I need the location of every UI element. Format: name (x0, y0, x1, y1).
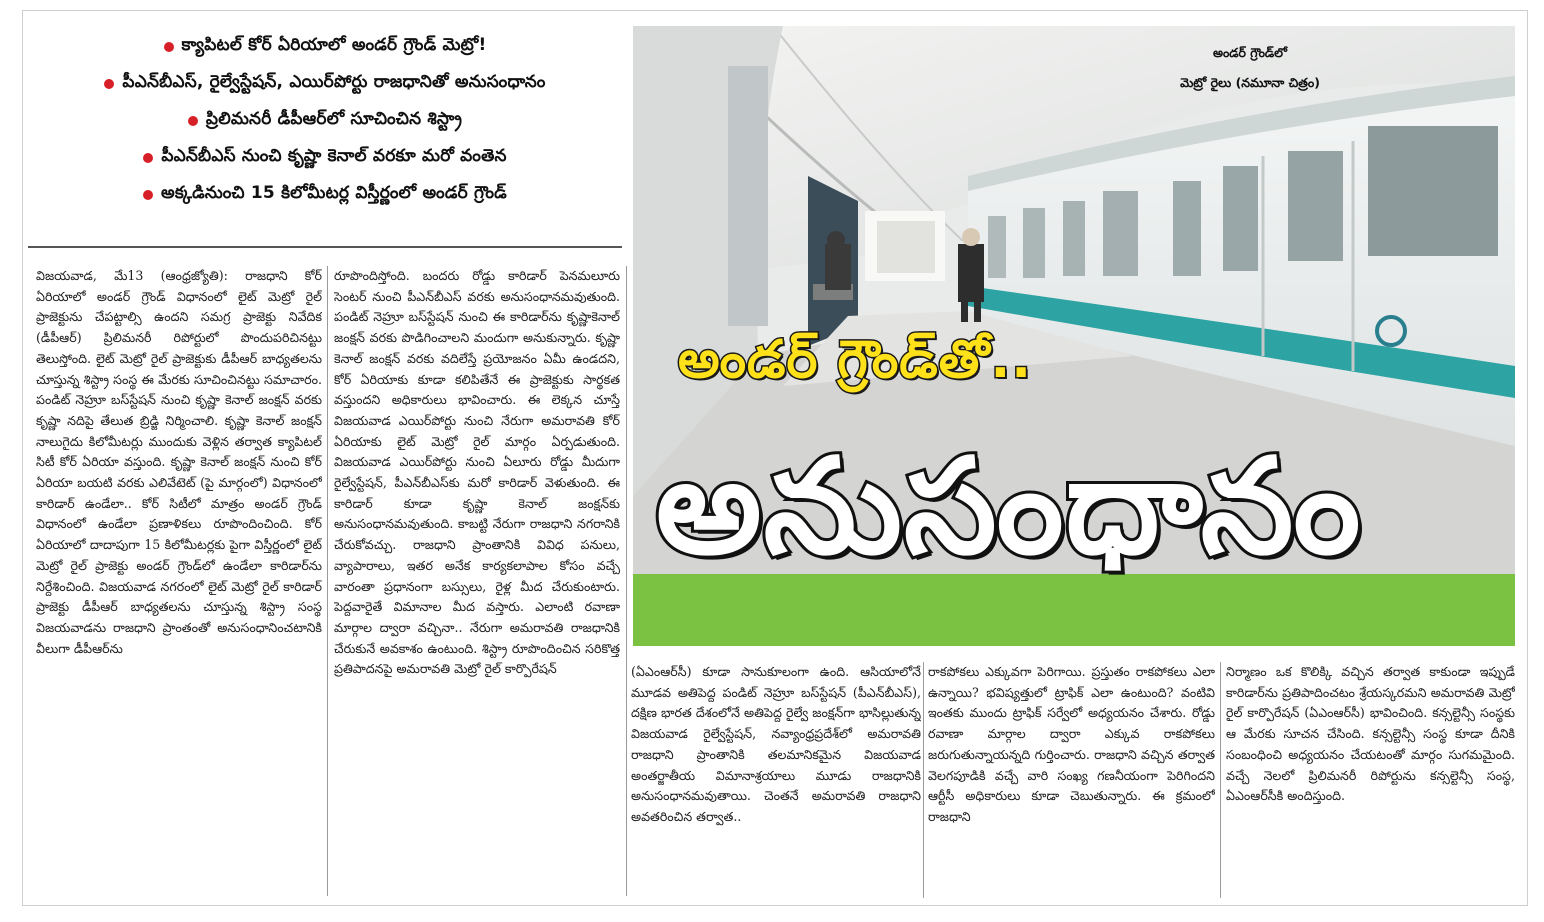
article-column: నిర్మాణం ఒక కొలిక్కి వచ్చిన తర్వాత కాకుండా ఇప్పుడే కారిడార్‌ను ప్రతిపాదించటం శ్రేయస్కరమని అమరావతి మెట్రో రైల్ కార్పొరేషన్ (ఏఎంఆర్‌సీ) భావించింది. కన్సల్టెన్సీ సంస్థకు ఆ మేరకు సూచన చేసింది. కన్సల్టెన్సీ సంస్థ కూడా దీనికి సంబంధించి అధ్యయనం చేయటంతో మార్గం సుగమమైంది. వచ్చే నెలలో ప్రిలిమనరీ రిపోర్టును కన్సల్టెన్సీ సంస్థ, ఏఎంఆర్‌సీకి అందిస్తుంది. (1226, 664, 1515, 804)
photo-caption (1150, 38, 1350, 98)
bullet-item (28, 176, 622, 213)
bullet-item (28, 28, 622, 65)
bullet-item (28, 65, 622, 102)
column-divider (923, 662, 924, 898)
article-column: విజయవాడ, మే13 (ఆంధ్రజ్యోతి): రాజధాని కోర్ ఏరియాలో అండర్ గ్రౌండ్ విధానంలో లైట్ మెట్రో రైల్ ప్రాజెక్టును చేపట్టాల్సి ఉందని సమగ్ర ప్రాజెక్టు నివేదిక (డీపీఆర్) ప్రిలిమనరీ రిపోర్టులో పొందుపరిచినట్టు తెలుస్తోంది. లైట్ మెట్రో రైల్ ప్రాజెక్టుకు డీపీఆర్ బాధ్యతలను చూస్తున్న శిస్ట్రా సంస్థ ఈ మేరకు సూచించినట్టు సమాచారం. పండిట్ నెహ్రూ బస్‌స్టేషన్ నుంచి కృష్ణా కెనాల్ జంక్షన్ వరకు కృష్ణా నదిపై తేలుత బ్రిడ్జి నిర్మించాలి. కృష్ణా కెనాల్ జంక్షన్ నాలుగైదు కిలోమీటర్లు ముందుకు వెళ్లిన తర్వాత క్యాపిటల్ సిటీ కోర్ ఏరియా వస్తుంది. కృష్ణా కెనాల్ జంక్షన్ నుంచి కోర్ ఏరియా బయటి వరకు ఎలివేటెట్ (పై మార్గంలో) విధానంలో కారిడార్ ఉండేలా.. కోర్ సిటీలో మాత్రం అండర్ గ్రౌండ్ విధానంలో ఉండేలా ప్రణాళికలు రూపొందించింది. కోర్ ఏరియాలో దాదాపుగా 15 కిలోమీటర్లకు పైగా విస్తీర్ణంలో లైట్ మెట్రో రైల్ ప్రాజెక్టు అండర్ గ్రౌండ్‌లో ఉండేలా కారిడార్‌ను నిర్దేశించింది. విజయవాడ నగరంలో లైట్ మెట్రో రైల్ కారిడార్ ప్రాజెక్టు డీపీఆర్ బాధ్యతలను చూస్తున్న శిస్ట్రా సంస్థ విజయవాడను రాజధాని ప్రాంతంతో అనుసంధానించటానికి వీలుగా డీపీఆర్‌ను (36, 268, 322, 656)
bullet-dot-icon (164, 42, 174, 52)
bullet-text: క్యాపిటల్ కోర్ ఏరియాలో అండర్ గ్రౌండ్ మెట్రో! (181, 34, 487, 55)
article-column: (ఏఎంఆర్‌సీ) కూడా సానుకూలంగా ఉంది. ఆసియాలోనే మూడవ అతిపెద్ద పండిట్ నెహ్రూ బస్‌స్టేషన్ (పీఎన్‌బీఎస్), దక్షిణ భారత దేశంలోనే అతిపెద్ద రైల్వే జంక్షన్‌గా భాసిల్లుతున్న విజయవాడ రైల్వేస్టేషన్, నవ్యాంధ్రప్రదేశ్‌లో అమరావతి రాజధాని ప్రాంతానికి తలమానికమైన విజయవాడ అంతర్జాతీయ విమానాశ్రయాలు మూడు రాజధానికి అనుసంధానమవుతాయి. చెంతనే అమరావతి రాజధాని అవతరించిన తర్వాత.. (631, 664, 921, 824)
caption-line: మెట్రో రైలు (నమూనా చిత్రం) (1180, 75, 1320, 90)
article-column: రాకపోకలు ఎక్కువగా పెరిగాయి. ప్రస్తుతం రాకపోకలు ఎలా ఉన్నాయి? భవిష్యత్తులో ట్రాఫిక్ ఎలా ఉంటుంది? వంటివి ఇంతకు ముందు ట్రాఫిక్ సర్వేలో అధ్యయనం చేశారు. రోడ్డు రవాణా మార్గాల ద్వారా ఎక్కువ రాకపోకలు జరుగుతున్నాయన్నది గుర్తించారు. రాజధాని వచ్చిన తర్వాత వెలగపూడికి వచ్చే వారి సంఖ్య గణనీయంగా పెరిగిందని ఆర్టీసీ అధికారులు కూడా చెబుతున్నారు. ఈ క్రమంలో రాజధాని (928, 664, 1215, 824)
bullet-dot-icon (143, 153, 153, 163)
caption-line: అండర్ గ్రౌండ్‌లో (1212, 45, 1288, 60)
headline-large: అనుసంధానం (656, 430, 1363, 584)
bullet-text: అక్కడినుంచి 15 కిలోమీటర్ల విస్తీర్ణంలో అండర్ గ్రౌండ్ (161, 182, 507, 203)
bullet-item (28, 139, 622, 176)
bullet-dot-icon (143, 190, 153, 200)
column-divider (1220, 662, 1221, 898)
headline-small: అండర్ గ్రౌండ్‌తో.. (678, 330, 1033, 390)
bullet-text: పీఎన్‌బీఎస్, రైల్వేస్టేషన్, ఎయిర్‌పోర్టు రాజధానితో అనుసంధానం (122, 71, 546, 92)
column-divider (626, 266, 627, 896)
bullet-dot-icon (188, 116, 198, 126)
bullet-item (28, 102, 622, 139)
bullet-dot-icon (104, 79, 114, 89)
column-divider (327, 266, 328, 896)
headline-bullets (28, 28, 622, 213)
section-divider (28, 246, 622, 248)
bullet-text: ప్రిలిమనరీ డీపీఆర్‌లో సూచించిన శిస్ట్రా (205, 108, 463, 129)
article-column: రూపొందిస్తోంది. బందరు రోడ్డు కారిడార్ పెనమలూరు సెంటర్ నుంచి పీఎన్‌బీఎస్ వరకు అనుసంధానమవుతుంది. పండిట్ నెహ్రూ బస్‌స్టేషన్ నుంచి ఈ కారిడార్‌ను కృష్ణాకెనాల్ జంక్షన్ వరకు పొడిగించాలని మందుగా అనుకున్నారు. కృష్ణా కెనాల్ జంక్షన్ వరకు వదిలేస్తే ప్రయోజనం ఏమీ ఉండదని, కోర్ ఏరియాకు కూడా కలిపితేనే ఈ ప్రాజెక్టుకు సార్థకత వస్తుందని అధికారులు భావించారు. ఈ లెక్కన చూస్తే విజయవాడ ఎయిర్‌పోర్టు నుంచి నేరుగా అమరావతి కోర్ ఏరియాకు లైట్ మెట్రో రైల్ మార్గం ఏర్పడుతుంది. విజయవాడ ఎయిర్‌పోర్టు నుంచి ఏలూరు రోడ్డు మీదుగా రైల్వేస్టేషన్, పీఎన్‌బీఎస్‌కు మరో కారిడార్ వెళుతుంది. ఈ కారిడార్ కూడా కృష్ణా కెనాల్ జంక్షన్‌కు అనుసంధానమవుతుంది. కాబట్టి నేరుగా రాజధాని నగరానికి చేరుకోవచ్చు. రాజధాని ప్రాంతానికి వివిధ పనులు, వ్యాపారాలు, ఇతర అనేక కార్యకలాపాల కోసం వచ్చే వారంతా ప్రధానంగా బస్సులు, రైళ్ల మీద చేరుకుంటారు. పెద్దవారైతే విమానాల మీద వస్తారు. ఎలాంటి రవాణా మార్గాల ద్వారా వచ్చినా.. నేరుగా అమరావతి రాజధానికి చేరుకునే అవకాశం ఉంటుంది. శిస్ట్రా రూపొందించిన సరికొత్త ప్రతిపాదనపై అమరావతి మెట్రో రైల్ కార్పొరేషన్ (334, 268, 620, 677)
bullet-text: పీఎన్‌బీఎస్ నుంచి కృష్ణా కెనాల్ వరకూ మరో వంతెన (161, 145, 507, 166)
